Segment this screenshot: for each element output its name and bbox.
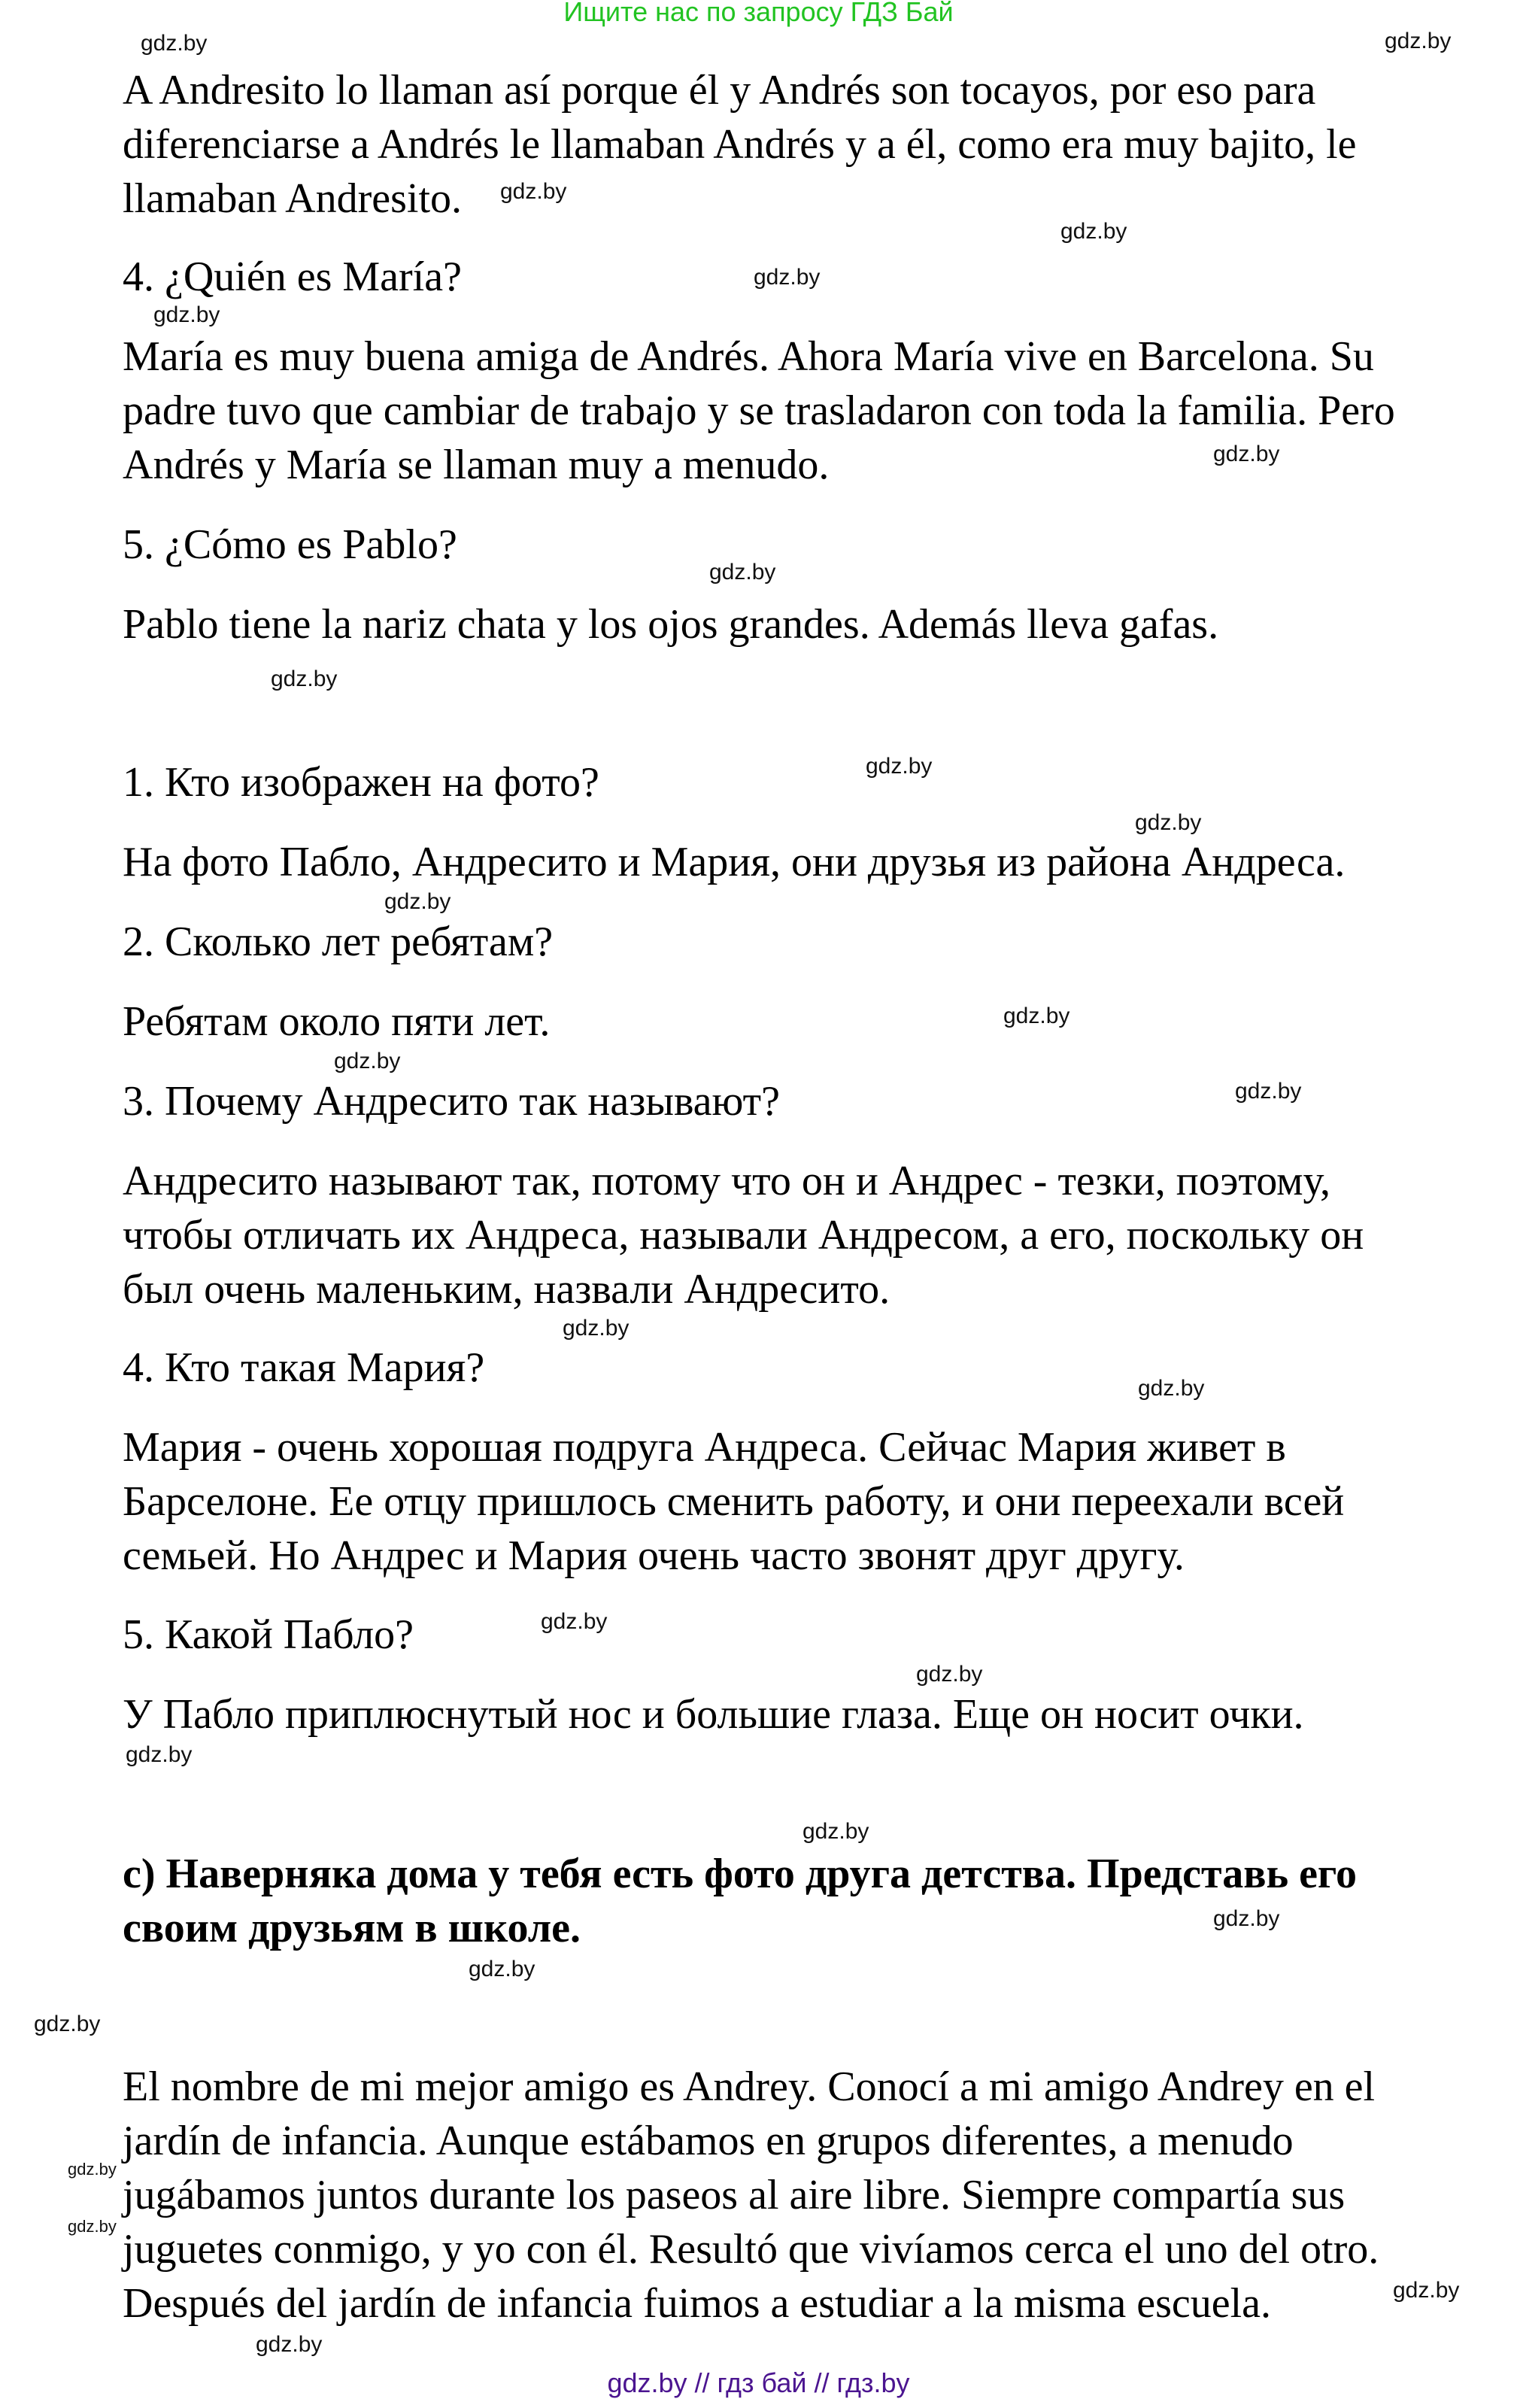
question-1-ru <box>123 755 599 809</box>
text-line: У Пабло приплюснутый нос и большие глаза. Еще он носит очки. <box>123 1691 1304 1738</box>
watermark: gdz.by <box>1393 2278 1460 2303</box>
text-line: Pablo tiene la nariz chata y los ojos grandes. Además lleva gafas. <box>123 601 1219 648</box>
question-4-ru <box>123 1341 484 1395</box>
watermark: gdz.by <box>34 2012 101 2036</box>
text-line: María es muy buena amiga de Andrés. Ahora María vive en Barcelona. Su <box>123 333 1374 380</box>
watermark: gdz.by <box>1213 442 1280 466</box>
watermark: gdz.by <box>541 1609 608 1634</box>
answer-2-ru <box>123 994 550 1049</box>
answer-4-ru <box>123 1420 1344 1583</box>
watermark: gdz.by <box>1135 810 1202 835</box>
watermark: gdz.by <box>1060 219 1127 244</box>
text-line: был очень маленьким, назвали Андресито. <box>123 1266 890 1313</box>
text-line: 5. Какой Пабло? <box>123 1611 414 1658</box>
text-line: Барселоне. Ее отцу пришлось сменить работу, и они переехали всей <box>123 1478 1345 1525</box>
question-5-es <box>123 518 457 572</box>
text-line: jugábamos juntos durante los paseos al aire libre. Siempre compartía sus <box>123 2172 1346 2218</box>
search-hint-header: Ищите нас по запросу ГДЗ Бай <box>563 0 954 27</box>
question-5-ru <box>123 1608 414 1662</box>
question-4-es <box>123 250 462 304</box>
text-line: 5. ¿Cómo es Pablo? <box>123 521 457 568</box>
text-line: 4. Кто такая Мария? <box>123 1344 485 1391</box>
answer-4-es <box>123 329 1395 492</box>
text-line: 4. ¿Quién es María? <box>123 254 462 300</box>
watermark: gdz.by <box>68 2217 117 2236</box>
watermark: gdz.by <box>563 1316 630 1341</box>
text-line: juguetes conmigo, y yo con él. Resultó que vivíamos cerca el uno del otro. <box>123 2226 1379 2273</box>
text-line: A Andresito lo llaman así porque él y Andrés son tocayos, por eso para <box>123 67 1316 114</box>
text-line: 2. Сколько лет ребятам? <box>123 919 554 965</box>
answer-3-es <box>123 63 1357 226</box>
watermark: gdz.by <box>1235 1079 1302 1104</box>
watermark: gdz.by <box>866 754 933 779</box>
task-c-heading <box>123 1847 1357 1955</box>
task-c-answer <box>123 2060 1379 2331</box>
watermark: gdz.by <box>271 667 338 691</box>
watermark: gdz.by <box>256 2332 323 2357</box>
watermark: gdz.by <box>153 302 220 327</box>
text-line: 1. Кто изображен на фото? <box>123 759 599 806</box>
answer-1-ru <box>123 835 1345 889</box>
text-line: El nombre de mi mejor amigo es Andrey. Conocí a mi amigo Andrey en el <box>123 2063 1376 2110</box>
watermark: gdz.by <box>334 1049 401 1073</box>
watermark: gdz.by <box>68 2160 117 2179</box>
text-line: diferenciarse a Andrés le llamaban Andrés y a él, como era muy bajito, le <box>123 121 1357 168</box>
watermark: gdz.by <box>126 1742 193 1767</box>
text-line: Ребятам около пяти лет. <box>123 998 551 1045</box>
text-line: Andrés y María se llaman muy a menudo. <box>123 442 830 488</box>
text-line: Андресито называют так, потому что он и Андрес - тезки, поэтому, <box>123 1158 1330 1204</box>
watermark: gdz.by <box>916 1662 983 1687</box>
watermark: gdz.by <box>469 1957 536 1981</box>
question-3-ru <box>123 1074 780 1128</box>
text-line: На фото Пабло, Андресито и Мария, они друзья из района Андреса. <box>123 839 1346 885</box>
watermark: gdz.by <box>384 889 451 914</box>
text-line: Después del jardín de infancia fuimos a estudiar a la misma escuela. <box>123 2280 1272 2327</box>
text-line: padre tuvo que cambiar de trabajo y se trasladaron con toda la familia. Pero <box>123 387 1395 434</box>
text-line: своим друзьям в школе. <box>123 1905 581 1951</box>
watermark: gdz.by <box>500 179 567 204</box>
watermark: gdz.by <box>1213 1906 1280 1931</box>
text-line: llamaban Andresito. <box>123 175 463 222</box>
answer-5-ru <box>123 1687 1304 1741</box>
text-line: c) Наверняка дома у тебя есть фото друга детства. Представь его <box>123 1851 1357 1897</box>
watermark: gdz.by <box>709 560 776 585</box>
answer-3-ru <box>123 1154 1364 1316</box>
site-footer-links[interactable]: gdz.by // гдз бай // гдз.by <box>607 2367 910 2398</box>
text-line: чтобы отличать их Андреса, называли Андресом, а его, поскольку он <box>123 1212 1364 1259</box>
watermark: gdz.by <box>1003 1004 1070 1028</box>
watermark: gdz.by <box>802 1819 869 1844</box>
text-line: jardín de infancia. Aunque estábamos en grupos diferentes, a menudo <box>123 2118 1294 2164</box>
watermark: gdz.by <box>141 31 208 56</box>
text-line: семьей. Но Андрес и Мария очень часто звонят друг другу. <box>123 1532 1185 1579</box>
text-line: Мария - очень хорошая подруга Андреса. Сейчас Мария живет в <box>123 1424 1286 1471</box>
watermark: gdz.by <box>1385 29 1452 53</box>
question-2-ru <box>123 915 553 969</box>
watermark: gdz.by <box>1138 1376 1205 1401</box>
answer-5-es <box>123 597 1218 651</box>
text-line: 3. Почему Андресито так называют? <box>123 1078 780 1125</box>
watermark: gdz.by <box>754 265 821 290</box>
